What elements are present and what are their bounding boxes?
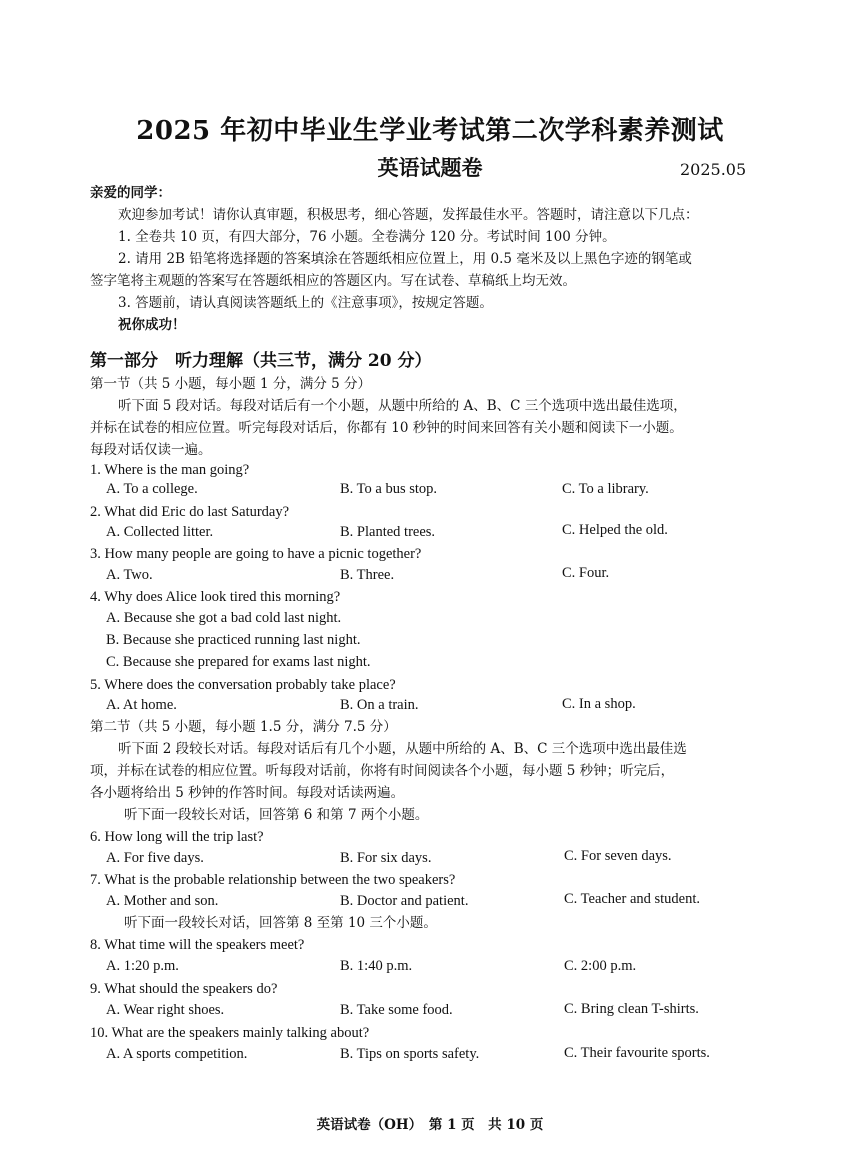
q7-option-c: C. Teacher and student. [564, 891, 701, 907]
page-footer: 英语试卷（OH） 第 1 页 共 10 页 [316, 1117, 544, 1133]
note-1: 1. 全卷共 10 页，有四大部分，76 小题。全卷满分 120 分。考试时间 100 分钟。 [118, 229, 616, 245]
part1-heading: 第一部分 听力理解（共三节，满分 20 分） [90, 351, 432, 371]
q9-option-b: B. Take some food. [340, 1002, 453, 1018]
q9-option-a: A. Wear right shoes. [106, 1002, 225, 1018]
q7-option-a: A. Mother and son. [106, 893, 219, 909]
question-10: 10. What are the speakers mainly talking about? [90, 1025, 370, 1041]
question-5: 5. Where does the conversation probably take place? [90, 677, 396, 693]
question-3: 3. How many people are going to have a picnic together? [90, 546, 422, 562]
question-1: 1. Where is the man going? [90, 462, 250, 478]
section2-instruction-2: 项，并标在试卷的相应位置。听每段对话前，你将有时间阅读各个小题，每小题 5 秒钟；听完后， [90, 763, 675, 779]
question-2: 2. What did Eric do last Saturday? [90, 504, 290, 520]
q8-option-c: C. 2:00 p.m. [564, 958, 637, 974]
question-8: 8. What time will the speakers meet? [90, 937, 305, 953]
q1-option-b: B. To a bus stop. [340, 481, 438, 497]
question-4: 4. Why does Alice look tired this morning? [90, 589, 341, 605]
exam-title: 2025 年初中毕业生学业考试第二次学科素养测试 [136, 116, 724, 146]
q3-option-b: B. Three. [340, 567, 395, 583]
exam-date: 2025.05 [680, 160, 747, 179]
question-7: 7. What is the probable relationship between the two speakers? [90, 872, 456, 888]
note-3: 3. 答题前，请认真阅读答题纸上的《注意事项》，按规定答题。 [118, 295, 493, 311]
q10-option-c: C. Their favourite sports. [564, 1045, 710, 1061]
q8-option-a: A. 1:20 p.m. [106, 958, 179, 974]
question-6: 6. How long will the trip last? [90, 829, 264, 845]
q5-option-b: B. On a train. [340, 697, 419, 713]
q6-option-c: C. For seven days. [564, 848, 672, 864]
greeting: 亲爱的同学： [90, 185, 171, 201]
q2-option-a: A. Collected litter. [106, 524, 214, 540]
section1-instruction-2: 并标在试卷的相应位置。听完每段对话后，你都有 10 秒钟的时间来回答有关小题和阅读下一小题。 [90, 420, 683, 436]
q9-option-c: C. Bring clean T-shirts. [564, 1001, 699, 1017]
q3-option-c: C. Four. [562, 565, 610, 581]
q10-option-b: B. Tips on sports safety. [340, 1046, 480, 1062]
q1-option-a: A. To a college. [106, 481, 198, 497]
welcome-text: 欢迎参加考试！请你认真审题，积极思考，细心答题，发挥最佳水平。答题时，请注意以下几点： [118, 207, 699, 223]
section2-heading: 第二节（共 5 小题，每小题 1.5 分，满分 7.5 分） [90, 719, 397, 735]
dialogue-lead-2: 听下面一段较长对话，回答第 8 至第 10 三个小题。 [124, 915, 437, 931]
section1-instruction-1: 听下面 5 段对话。每段对话后有一个小题，从题中所给的 A、B、C 三个选项中选出最佳选项， [118, 398, 687, 414]
q4-option-b: B. Because she practiced running last night. [106, 632, 361, 648]
note-2a: 2. 请用 2B 铅笔将选择题的答案填涂在答题纸相应位置上，用 0.5 毫米及以上黑色字迹的钢笔或 [118, 251, 692, 267]
section2-instruction-1: 听下面 2 段较长对话。每段对话后有几个小题，从题中所给的 A、B、C 三个选项中选出最佳选 [118, 741, 687, 757]
q2-option-b: B. Planted trees. [340, 524, 436, 540]
q5-option-c: C. In a shop. [562, 696, 636, 712]
q7-option-b: B. Doctor and patient. [340, 893, 469, 909]
wish-text: 祝你成功！ [118, 317, 186, 333]
section1-heading: 第一节（共 5 小题，每小题 1 分，满分 5 分） [90, 376, 372, 392]
q8-option-b: B. 1:40 p.m. [340, 958, 413, 974]
q4-option-c: C. Because she prepared for exams last night. [106, 654, 371, 670]
q4-option-a: A. Because she got a bad cold last night. [106, 610, 342, 626]
note-2b: 签字笔将主观题的答案写在答题纸相应的答题区内。写在试卷、草稿纸上均无效。 [90, 273, 576, 289]
section2-instruction-3: 各小题将给出 5 秒钟的作答时间。每段对话读两遍。 [90, 785, 405, 801]
q1-option-c: C. To a library. [562, 481, 649, 497]
q2-option-c: C. Helped the old. [562, 522, 668, 538]
q6-option-a: A. For five days. [106, 850, 204, 866]
exam-subtitle: 英语试题卷 [377, 155, 483, 180]
q10-option-a: A. A sports competition. [106, 1046, 248, 1062]
dialogue-lead-1: 听下面一段较长对话，回答第 6 和第 7 两个小题。 [124, 807, 429, 823]
q3-option-a: A. Two. [106, 567, 153, 583]
q6-option-b: B. For six days. [340, 850, 432, 866]
question-9: 9. What should the speakers do? [90, 981, 278, 997]
section1-instruction-3: 每段对话仅读一遍。 [90, 442, 212, 458]
q5-option-a: A. At home. [106, 697, 177, 713]
